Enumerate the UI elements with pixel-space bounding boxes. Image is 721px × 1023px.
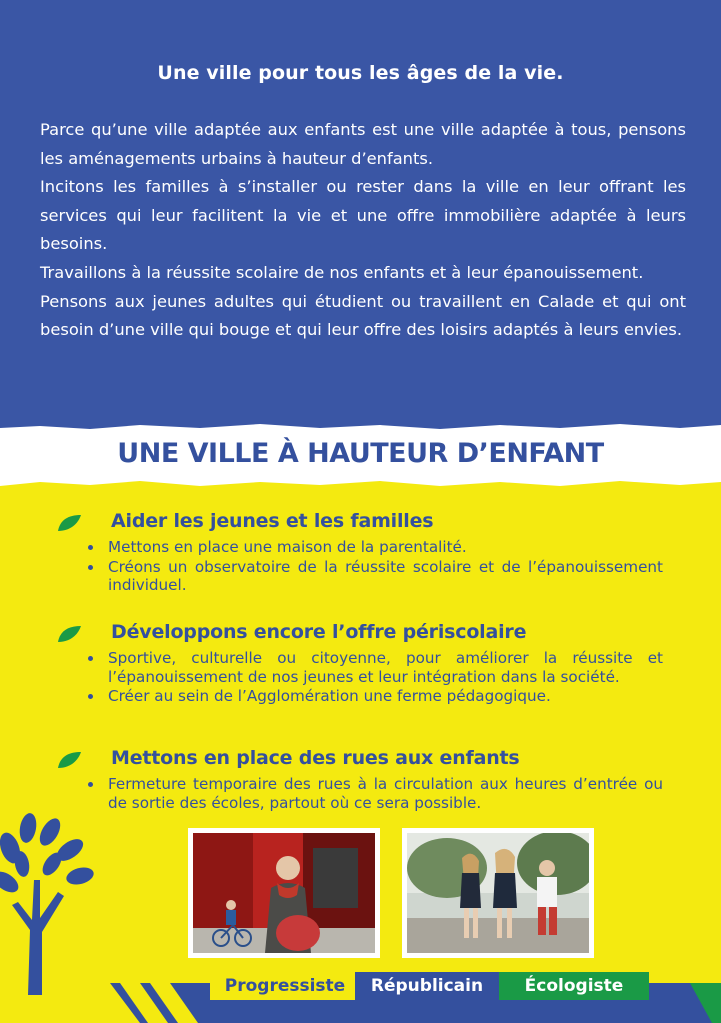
intro-paragraph: Travaillons à la réussite scolaire de nos enfants et à leur épanouissement. (40, 262, 644, 282)
section-title: Mettons en place des rues aux enfants (111, 747, 520, 769)
section-title: Aider les jeunes et les familles (111, 510, 434, 532)
band-title: UNE VILLE À HAUTEUR D’ENFANT (117, 438, 604, 469)
list-item: Fermeture temporaire des rues à la circulation aux heures d’entrée ou de sortie des écoles, partout où ce sera possible. (108, 775, 663, 812)
photo-children-running (402, 828, 594, 958)
intro-text (40, 116, 686, 345)
intro-paragraph: Incitons les familles à s’installer ou rester dans la ville en leur offrant les services qui leur facilitent la vie et une offre immobilière adaptée à leurs besoins. (40, 177, 686, 254)
photo-parent-child (188, 828, 380, 958)
list-item: Créons un observatoire de la réussite scolaire et de l’épanouissement individuel. (108, 557, 663, 594)
section-list (108, 649, 663, 707)
section-list (108, 775, 663, 813)
list-item: Mettons en place une maison de la parentalité. (108, 538, 663, 557)
list-item: Créer au sein de l’Agglomération une ferme pédagogique. (108, 687, 663, 706)
page-title: Une ville pour tous les âges de la vie. (157, 62, 564, 84)
tag-progressiste: Progressiste (210, 972, 360, 1000)
tag-republicain: Républicain (355, 972, 499, 1000)
tag-ecologiste: Écologiste (499, 972, 649, 1000)
leaf-icon (56, 751, 82, 769)
section-list (108, 538, 663, 596)
intro-paragraph: Parce qu’une ville adaptée aux enfants est une ville adaptée à tous, pensons les aménagements urbains à hauteur d’enfants. (40, 120, 686, 168)
leaf-icon (56, 514, 82, 532)
section-title: Développons encore l’offre périscolaire (111, 621, 527, 643)
list-item: Sportive, culturelle ou citoyenne, pour améliorer la réussite et l’épanouissement de nos jeunes et leur intégration dans la société. (108, 649, 663, 686)
intro-panel (0, 0, 721, 440)
intro-paragraph: Pensons aux jeunes adultes qui étudient ou travaillent en Calade et qui ont besoin d’une ville qui bouge et qui leur offre des loisirs adaptés à leurs envies. (40, 291, 686, 340)
leaf-icon (56, 625, 82, 643)
